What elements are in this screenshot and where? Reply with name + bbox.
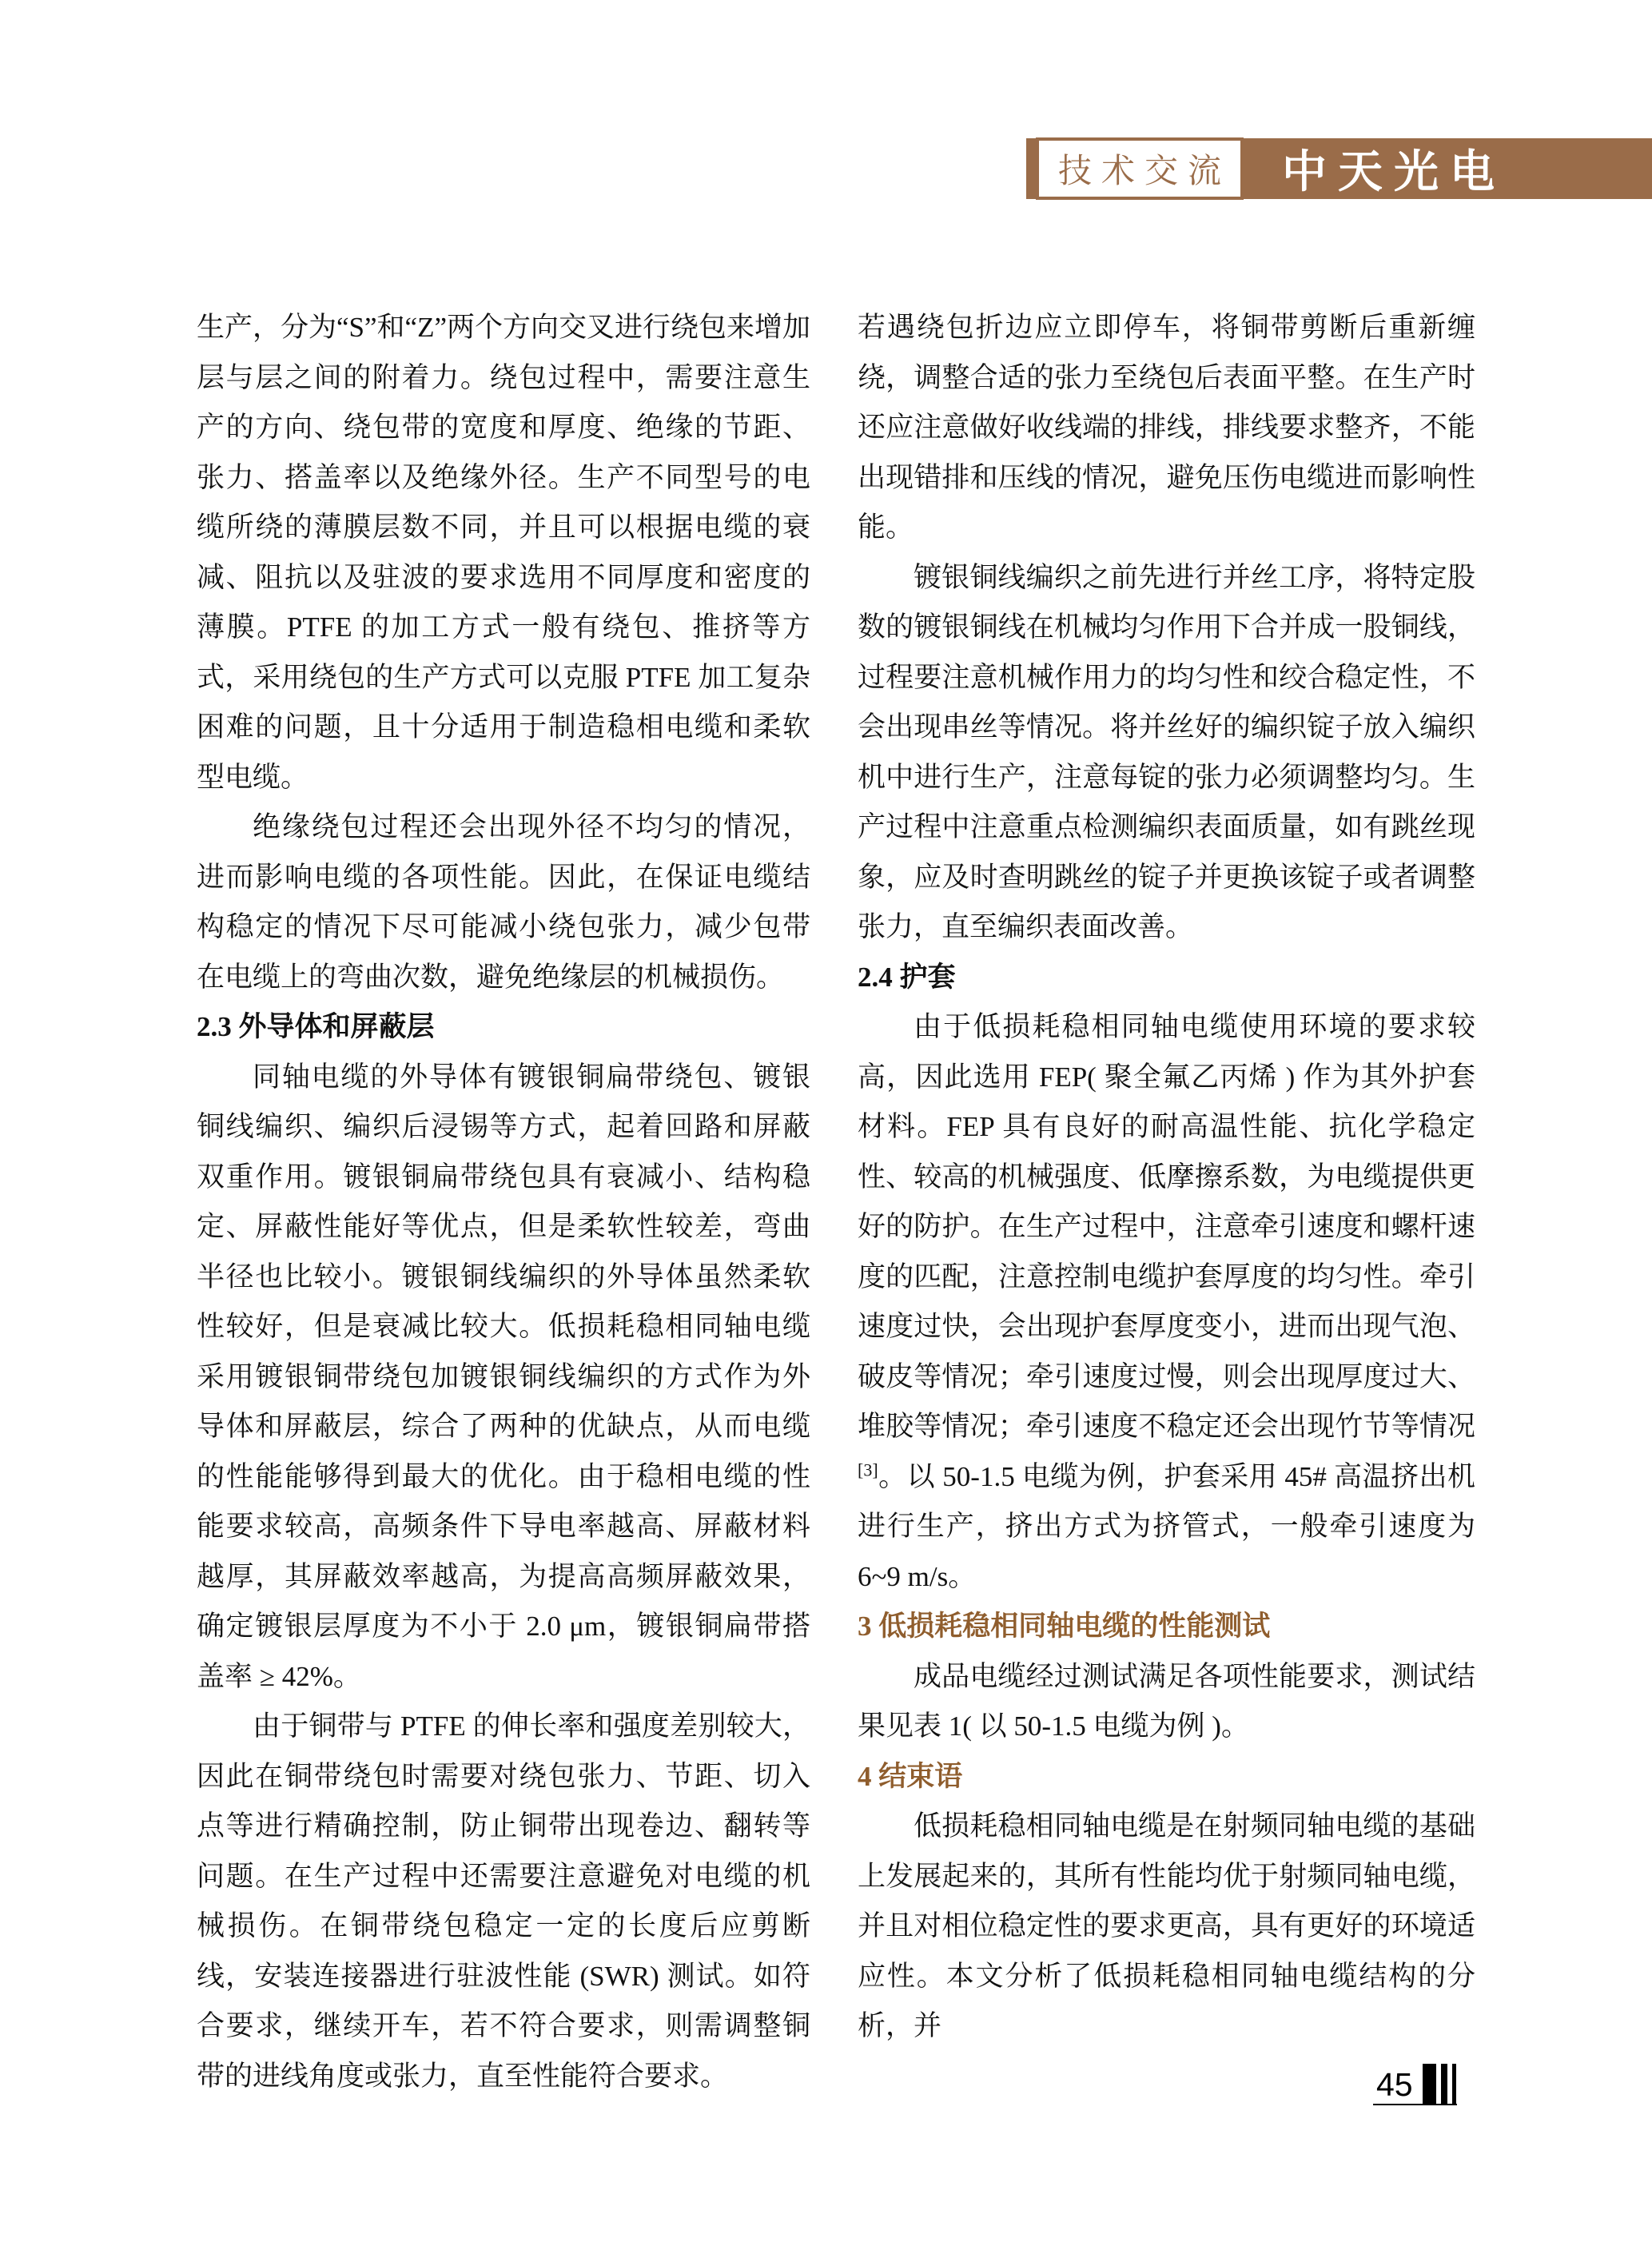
paragraph: 若遇绕包折边应立即停车，将铜带剪断后重新缠绕，调整合适的张力至绕包后表面平整。在生产时还应注意做好收线端的排线，排线要求整齐，不能出现错排和压线的情况，避免压伤电缆进而影响性能。 bbox=[858, 312, 1475, 543]
right-column bbox=[858, 303, 1475, 2052]
paragraph bbox=[858, 1002, 1475, 1602]
paragraph: 镀银铜线编织之前先进行并丝工序，将特定股数的镀银铜线在机械均匀作用下合并成一股铜线，过程要注意机械作用力的均匀性和绞合稳定性，不会出现串丝等情况。将并丝好的编织锭子放入编织机中进行生产，注意每锭的张力必须调整均匀。生产过程中注意重点检测编织表面质量，如有跳丝现象，应及时查明跳丝的锭子并更换该锭子或者调整张力，直至编织表面改善。 bbox=[858, 561, 1475, 942]
paragraph: 绝缘绕包过程还会出现外径不均匀的情况，进而影响电缆的各项性能。因此，在保证电缆结构稳定的情况下尽可能减小绕包张力，减少包带在电缆上的弯曲次数，避免绝缘层的机械损伤。 bbox=[197, 811, 810, 993]
paragraph: 成品电缆经过测试满足各项性能要求，测试结果见表 1( 以 50-1.5 电缆为例 )。 bbox=[858, 1660, 1475, 1742]
paragraph: 由于铜带与 PTFE 的伸长率和强度差别较大，因此在铜带绕包时需要对绕包张力、节距、切入点等进行精确控制，防止铜带出现卷边、翻转等问题。在生产过程中还需要注意避免对电缆的机械损伤。在铜带绕包稳定一定的长度后应剪断线，安装连接器进行驻波性能 (SWR) 测试。如符合要求，继续开车，若不符合要求，则需调整铜带的进线角度或张力，直至性能符合要求。 bbox=[197, 1710, 810, 2092]
column-label: 技术交流 bbox=[1057, 152, 1231, 189]
left-column bbox=[197, 303, 810, 2101]
footer-rule bbox=[1373, 2104, 1457, 2105]
paragraph-text: 由于低损耗稳相同轴电缆使用环境的要求较高，因此选用 FEP( 聚全氟乙丙烯 ) 作为其外护套材料。FEP 具有良好的耐高温性能、抗化学稳定性、较高的机械强度、低摩擦系数，为电缆提供更好的防护。在生产过程中，注意牵引速度和螺杆速度的匹配，注意控制电缆护套厚度的均匀性。牵引速度过快，会出现护套厚度变小，进而出现气泡、破皮等情况；牵引速度过慢，则会出现厚度过大、堆胶等情况；牵引速度不稳定还会出现竹节等情况 bbox=[858, 1011, 1475, 1442]
column-label-box bbox=[1036, 137, 1244, 200]
brand-logo: 中天光电 bbox=[1282, 145, 1506, 198]
section-heading-2-4: 2.4 护套 bbox=[858, 961, 956, 993]
header-bar bbox=[1026, 138, 1652, 199]
paragraph: 同轴电缆的外导体有镀银铜扁带绕包、镀银铜线编织、编织后浸锡等方式，起着回路和屏蔽双重作用。镀银铜扁带绕包具有衰减小、结构稳定、屏蔽性能好等优点，但是柔软性较差，弯曲半径也比较小。镀银铜线编织的外导体虽然柔软性较好，但是衰减比较大。低损耗稳相同轴电缆采用镀银铜带绕包加镀银铜线编织的方式作为外导体和屏蔽层，综合了两种的优缺点，从而电缆的性能能够得到最大的优化。由于稳相电缆的性能要求较高，高频条件下导电率越高、屏蔽材料越厚，其屏蔽效率越高，为提高高频屏蔽效果，确定镀银层厚度为不小于 2.0 μm，镀银铜扁带搭盖率 ≥ 42%。 bbox=[197, 1061, 810, 1692]
reference-marker: [3] bbox=[858, 1459, 878, 1479]
paragraph: 生产，分为“S”和“Z”两个方向交叉进行绕包来增加层与层之间的附着力。绕包过程中，需要注意生产的方向、绕包带的宽度和厚度、绝缘的节距、张力、搭盖率以及绝缘外径。生产不同型号的电缆所绕的薄膜层数不同，并且可以根据电缆的衰减、阻抗以及驻波的要求选用不同厚度和密度的薄膜。PTFE 的加工方式一般有绕包、推挤等方式，采用绕包的生产方式可以克服 PTFE 加工复杂困难的问题，且十分适用于制造稳相电缆和柔软型电缆。 bbox=[197, 312, 810, 793]
footer-bars-icon bbox=[1423, 2064, 1456, 2104]
page-number: 45 bbox=[1376, 2066, 1413, 2103]
paragraph: 低损耗稳相同轴电缆是在射频同轴电缆的基础上发展起来的，其所有性能均优于射频同轴电缆，并且对相位稳定性的要求更高，具有更好的环境适应性。本文分析了低损耗稳相同轴电缆结构的分析，并 bbox=[858, 1810, 1475, 2041]
paragraph-text: 。以 50-1.5 电缆为例，护套采用 45# 高温挤出机进行生产，挤出方式为挤管式，一般牵引速度为 6~9 m/s。 bbox=[858, 1460, 1475, 1592]
section-heading-3: 3 低损耗稳相同轴电缆的性能测试 bbox=[858, 1611, 1271, 1642]
section-heading-2-3: 2.3 外导体和屏蔽层 bbox=[197, 1011, 435, 1042]
section-heading-4: 4 结束语 bbox=[858, 1760, 963, 1792]
